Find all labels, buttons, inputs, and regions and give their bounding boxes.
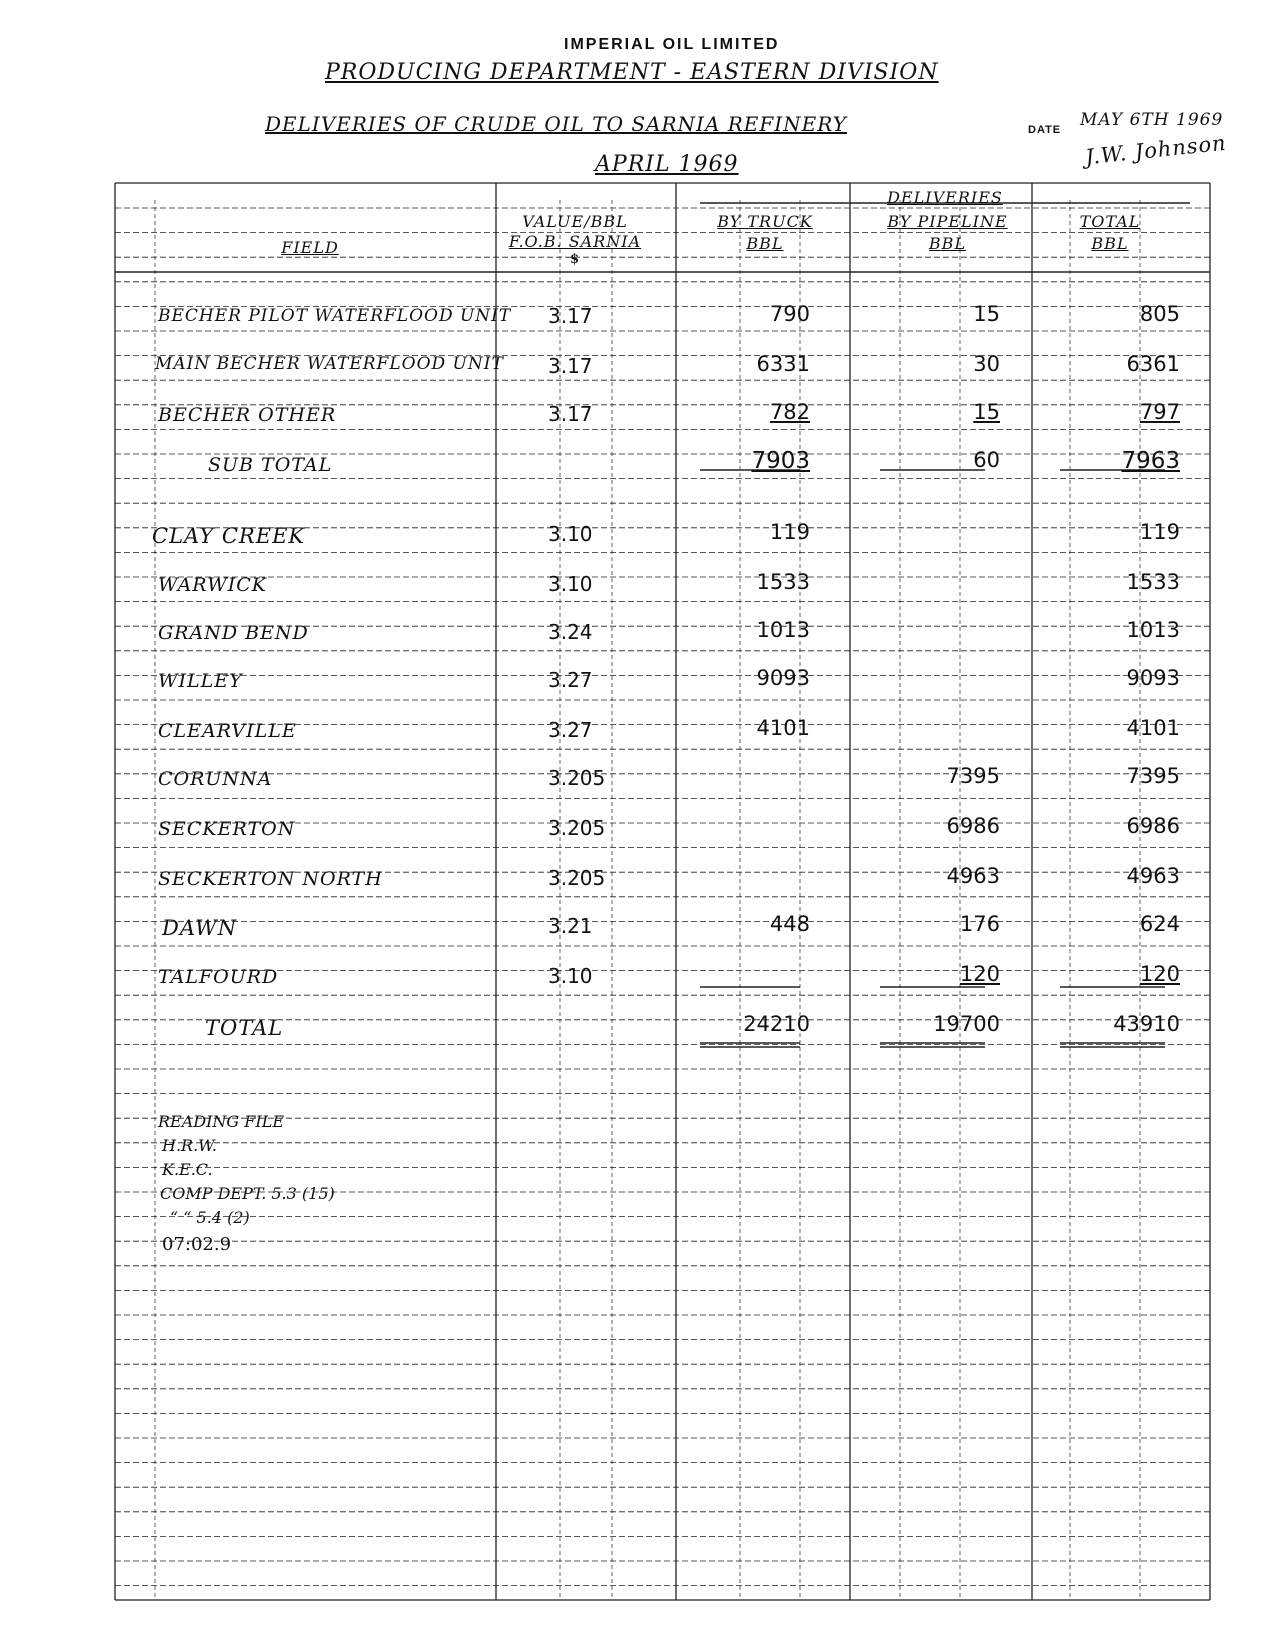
row-truck: 6331 [756,352,810,376]
row-field: DAWN [162,916,238,940]
total-header-line2: BBL [1091,234,1129,253]
row-total: 119 [1139,520,1180,544]
row-field: SECKERTON NORTH [158,868,383,890]
row-truck: 9093 [756,666,810,690]
row-pipeline: 120 [959,962,1000,986]
row-truck: 448 [769,912,810,936]
report-period: APRIL 1969 [595,152,739,177]
row-field: WARWICK [158,574,267,596]
row-total: 4101 [1126,716,1180,740]
row-total: 624 [1139,912,1180,936]
pipeline-header-line2: BBL [928,234,967,253]
row-truck: 782 [769,400,810,424]
row-value: 3.10 [548,572,593,596]
field-header: FIELD [281,238,339,257]
row-field: SUB TOTAL [208,454,333,476]
distribution-item: 07:02.9 [162,1234,232,1255]
row-pipeline: 176 [959,912,1000,936]
row-pipeline: 6986 [946,814,1000,838]
row-total: 6986 [1126,814,1180,838]
row-total: 797 [1139,400,1180,424]
row-value: 3.205 [548,766,606,790]
row-field: CORUNNA [158,768,273,790]
row-field: BECHER PILOT WATERFLOOD UNIT [158,306,512,326]
date-value: MAY 6TH 1969 [1080,110,1224,130]
row-truck: 7903 [751,448,810,474]
row-truck: 790 [769,302,810,326]
row-field: SECKERTON [158,818,296,840]
row-total: 6361 [1126,352,1180,376]
row-value: 3.17 [548,304,593,328]
row-field: TALFOURD [158,966,279,988]
row-truck: 24210 [743,1012,810,1036]
row-field: CLEARVILLE [158,720,297,742]
row-truck: 119 [769,520,810,544]
signature: J.W. Johnson [1084,130,1228,170]
row-pipeline: 19700 [933,1012,1000,1036]
row-value: 3.205 [548,816,606,840]
row-total: 805 [1139,302,1180,326]
row-field: MAIN BECHER WATERFLOOD UNIT [155,354,504,374]
pipeline-header-line1: BY PIPELINE [887,212,1008,231]
row-value: 3.24 [548,620,593,644]
truck-header-line1: BY TRUCK [717,212,813,231]
total-header-line1: TOTAL [1079,212,1141,231]
row-total: 7963 [1121,448,1180,474]
row-field: BECHER OTHER [158,404,337,426]
row-total: 43910 [1113,1012,1180,1036]
row-value: 3.10 [548,522,593,546]
row-total: 4963 [1126,864,1180,888]
row-value: 3.17 [548,354,593,378]
value-header-line2: F.O.B. SARNIA [508,232,642,251]
row-truck: 4101 [756,716,810,740]
distribution-item: K.E.C. [162,1160,213,1179]
distribution-item: COMP DEPT. 5.3 (15) [160,1184,335,1203]
distribution-item: “ “ 5.4 (2) [170,1208,250,1227]
row-pipeline: 15 [973,400,1000,424]
row-total: 9093 [1126,666,1180,690]
row-value: 3.27 [548,718,593,742]
row-total: 7395 [1126,764,1180,788]
date-label: DATE [1028,124,1062,136]
truck-header-line2: BBL [746,234,784,253]
report-title: DELIVERIES OF CRUDE OIL TO SARNIA REFINERY [265,112,847,136]
row-pipeline: 15 [973,302,1000,326]
row-pipeline: 30 [973,352,1000,376]
row-value: 3.27 [548,668,593,692]
row-value: 3.17 [548,402,593,426]
row-total: 1533 [1126,570,1180,594]
row-truck: 1533 [756,570,810,594]
row-value: 3.21 [548,914,593,938]
distribution-item: H.R.W. [162,1136,217,1155]
row-total: 120 [1139,962,1180,986]
value-header-line1: VALUE/BBL [522,212,628,231]
row-field: GRAND BEND [158,622,309,644]
row-truck: 1013 [756,618,810,642]
row-value: 3.10 [548,964,593,988]
row-total: 1013 [1126,618,1180,642]
row-pipeline: 7395 [946,764,1000,788]
value-header-unit: $ [569,252,581,267]
row-value: 3.205 [548,866,606,890]
department-title: PRODUCING DEPARTMENT - EASTERN DIVISION [325,60,939,85]
deliveries-header: DELIVERIES [887,188,1003,207]
row-pipeline: 4963 [946,864,1000,888]
row-field: TOTAL [205,1016,284,1040]
company-name: IMPERIAL OIL LIMITED [564,36,780,53]
distribution-item: READING FILE [158,1112,285,1131]
row-field: CLAY CREEK [152,524,306,548]
row-field: WILLEY [158,670,243,692]
row-pipeline: 60 [973,448,1000,472]
